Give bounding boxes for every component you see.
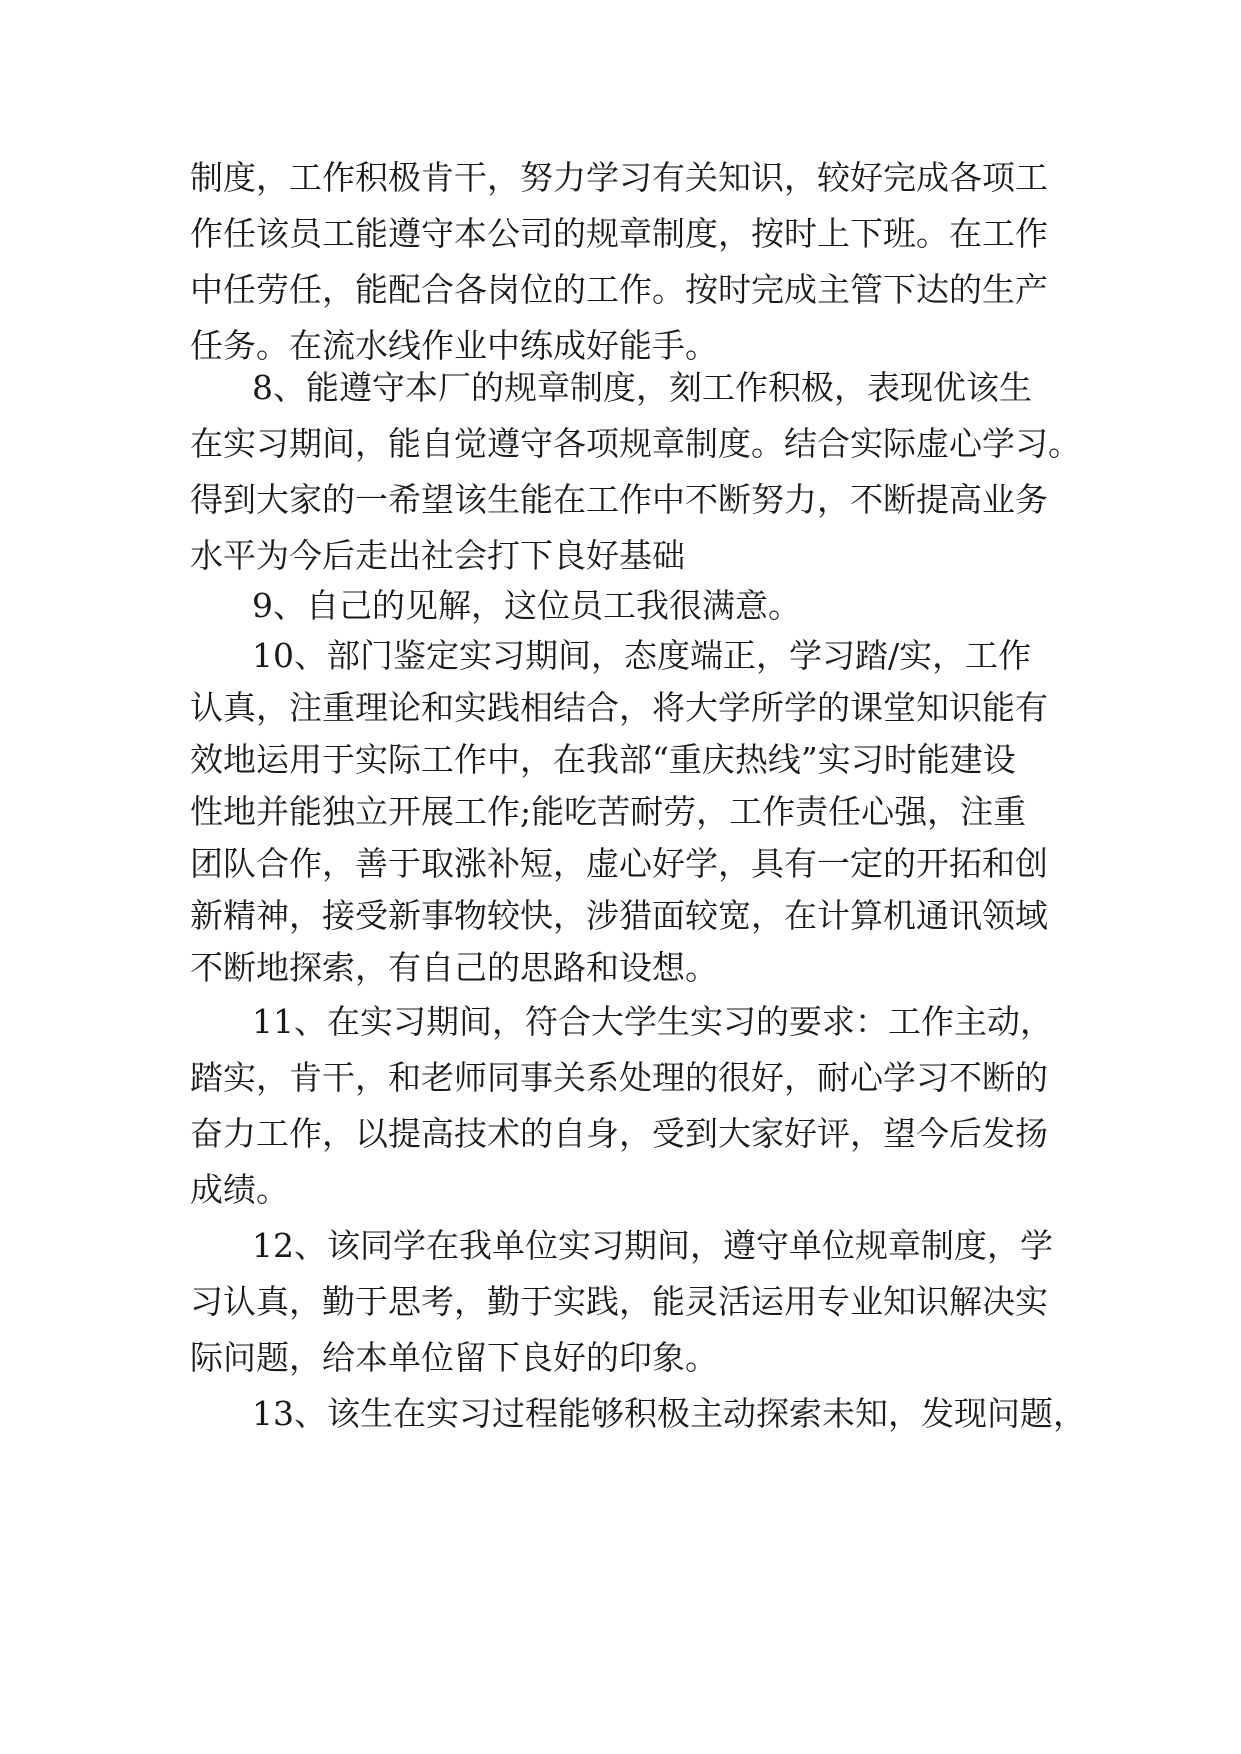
- text-line: 成绩。: [190, 1170, 289, 1209]
- text-line: 习认真，勤于思考，勤于实践，能灵活运用专业知识解决实: [190, 1282, 1048, 1321]
- paragraph-13-start: 13、该生在实习过程能够积极主动探索未知，发现问题，: [252, 1394, 1086, 1433]
- paragraph-9: 9、自己的见解，这位员工我很满意。: [252, 586, 801, 625]
- text-line: 性地并能独立开展工作;能吃苦耐劳，工作责任心强，注重: [190, 792, 1027, 831]
- text-line: 任务。在流水线作业中练成好能手。: [190, 326, 718, 365]
- text-line: 团队合作，善于取涨补短，虚心好学，具有一定的开拓和创: [190, 844, 1048, 883]
- text-line: 水平为今后走出社会打下良好基础: [190, 536, 685, 575]
- paragraph-10-start: 10、部门鉴定实习期间，态度端正，学习踏/实，工作: [252, 636, 1032, 675]
- text-line: 作任该员工能遵守本公司的规章制度，按时上下班。在工作: [190, 214, 1048, 253]
- text-line: 效地运用于实际工作中，在我部“重庆热线”实习时能建设: [190, 740, 1016, 779]
- text-line: 在实习期间，能自觉遵守各项规章制度。结合实际虚心学习。: [190, 424, 1081, 463]
- text-line: 得到大家的一希望该生能在工作中不断努力，不断提高业务: [190, 480, 1048, 519]
- text-line: 际问题，给本单位留下良好的印象。: [190, 1338, 718, 1377]
- text-line: 踏实，肯干，和老师同事关系处理的很好，耐心学习不断的: [190, 1058, 1048, 1097]
- text-line: 奋力工作，以提高技术的自身，受到大家好评，望今后发扬: [190, 1114, 1048, 1153]
- text-line: 认真，注重理论和实践相结合，将大学所学的课堂知识能有: [190, 688, 1048, 727]
- text-line: 新精神，接受新事物较快，涉猎面较宽，在计算机通讯领域: [190, 896, 1048, 935]
- text-line: 中任劳任，能配合各岗位的工作。按时完成主管下达的生产: [190, 270, 1048, 309]
- paragraph-8-start: 8、能遵守本厂的规章制度，刻工作积极，表现优该生: [252, 368, 1032, 407]
- text-line: 不断地探索，有自己的思路和设想。: [190, 948, 718, 987]
- paragraph-11-start: 11、在实习期间，符合大学生实习的要求：工作主动，: [252, 1002, 1053, 1041]
- paragraph-12-start: 12、该同学在我单位实习期间，遵守单位规章制度，学: [252, 1226, 1053, 1265]
- text-line: 制度，工作积极肯干，努力学习有关知识，较好完成各项工: [190, 158, 1048, 197]
